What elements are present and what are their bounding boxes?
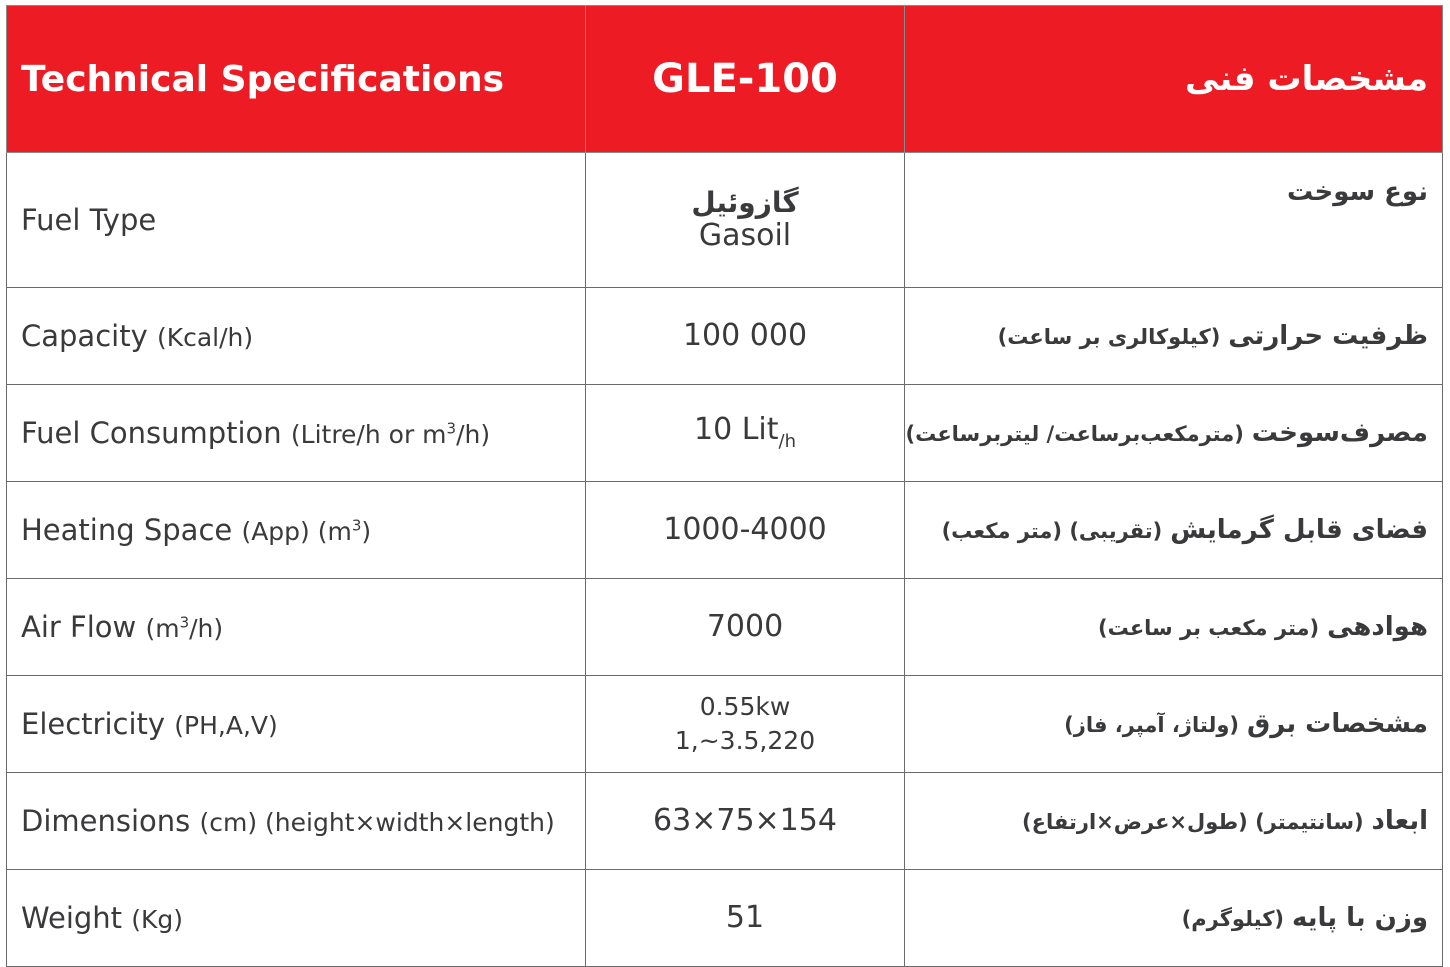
header-model-name: GLE-100 [586, 6, 905, 153]
fa-label: ابعاد [1371, 806, 1428, 836]
en-unit [241, 517, 371, 546]
en-unit-sup: 3 [351, 516, 362, 535]
fa-unit: (سانتیمتر) (طول×عرض×ارتفاع) [1022, 810, 1364, 834]
fa-label: مشخصات برق [1246, 709, 1428, 739]
fa-unit: (کیلوکالری بر ساعت) [997, 325, 1221, 349]
en-label: Fuel Consumption [21, 416, 282, 450]
fa-label: وزن با پایه [1291, 903, 1428, 933]
table-header-row [7, 6, 1443, 153]
en-unit-pre: (m [145, 614, 180, 643]
en-label: Electricity [21, 707, 166, 741]
value-cell: 1000-4000 [586, 482, 905, 579]
en-label: Fuel Type [21, 203, 157, 237]
table-row-capacity [7, 288, 1443, 385]
table-row-electricity [7, 676, 1443, 773]
fa-label-cell [905, 773, 1443, 870]
en-unit-sup: 3 [446, 419, 457, 438]
en-unit-pre: (Litre/h or m [290, 420, 447, 449]
en-label-cell [7, 153, 586, 288]
en-unit-sup: 3 [179, 613, 190, 632]
fa-unit: (ولتاژ، آمپر، فاز) [1064, 713, 1239, 737]
en-label-cell [7, 676, 586, 773]
fa-label: ظرفیت حرارتی [1228, 321, 1428, 351]
fa-label-cell [905, 579, 1443, 676]
value-cell: 51 [586, 870, 905, 967]
en-label-cell [7, 385, 586, 482]
fa-label-cell [905, 870, 1443, 967]
header-persian-title: مشخصات فنی [905, 6, 1443, 153]
technical-specifications-table [6, 5, 1443, 967]
en-unit-post: /h) [456, 420, 491, 449]
en-label-cell [7, 288, 586, 385]
en-label-cell [7, 773, 586, 870]
value-cell: 63×75×154 [586, 773, 905, 870]
fa-unit: (متر مکعب بر ساعت) [1097, 616, 1320, 640]
value-cell [586, 676, 905, 773]
value-line-persian: گازوئیل [691, 185, 799, 219]
en-label: Capacity [21, 319, 148, 353]
table-row-heating-space [7, 482, 1443, 579]
en-unit-post: /h) [189, 614, 224, 643]
fa-unit: (کیلوگرم) [1181, 907, 1285, 931]
fa-label: نوع سوخت [1286, 177, 1428, 207]
en-unit: (Kcal/h) [156, 323, 254, 352]
value-line-power: 0.55kw [699, 692, 791, 722]
en-label: Weight [21, 901, 123, 935]
en-unit: (PH,A,V) [174, 711, 278, 740]
fa-label-cell [905, 676, 1443, 773]
header-english-title: Technical Specifications [7, 6, 586, 153]
en-unit: (cm) (height×width×length) [199, 808, 555, 837]
en-label-cell [7, 579, 586, 676]
fa-label-cell [905, 385, 1443, 482]
value-cell [586, 153, 905, 288]
value-cell: 7000 [586, 579, 905, 676]
en-unit: (Kg) [131, 905, 184, 934]
en-label: Dimensions [21, 804, 191, 838]
table-row-weight [7, 870, 1443, 967]
value-main: 10 Lit [693, 412, 779, 448]
en-label-cell [7, 482, 586, 579]
value-line-phase-amp-volt: 1,~3.5,220 [674, 726, 816, 755]
value-cell: 100 000 [586, 288, 905, 385]
value-line-english: Gasoil [698, 217, 792, 253]
table-row-dimensions [7, 773, 1443, 870]
en-label: Heating Space [21, 513, 233, 547]
value-cell [586, 385, 905, 482]
table-row-fuel-consumption [7, 385, 1443, 482]
fa-label: مصرف‌سوخت [1251, 418, 1428, 448]
en-unit-post: ) [361, 517, 372, 546]
table-row-fuel-type [7, 153, 1443, 288]
table-row-air-flow [7, 579, 1443, 676]
en-label-cell [7, 870, 586, 967]
value-subscript: /h [778, 431, 796, 453]
fa-label-cell [905, 482, 1443, 579]
en-unit [291, 420, 490, 449]
fa-unit: (مترمکعب‌برساعت/ لیتربرساعت) [905, 422, 1244, 446]
en-label: Air Flow [21, 610, 137, 644]
fa-label: فضای قابل گرمایش [1170, 515, 1428, 545]
fa-label: هوادهی [1327, 612, 1428, 642]
en-unit-pre: (App) (m [241, 517, 352, 546]
fa-label-cell [905, 288, 1443, 385]
fa-label-cell [905, 153, 1443, 288]
en-unit [145, 614, 223, 643]
fa-unit: (تقریبی) (متر مکعب) [941, 519, 1163, 543]
